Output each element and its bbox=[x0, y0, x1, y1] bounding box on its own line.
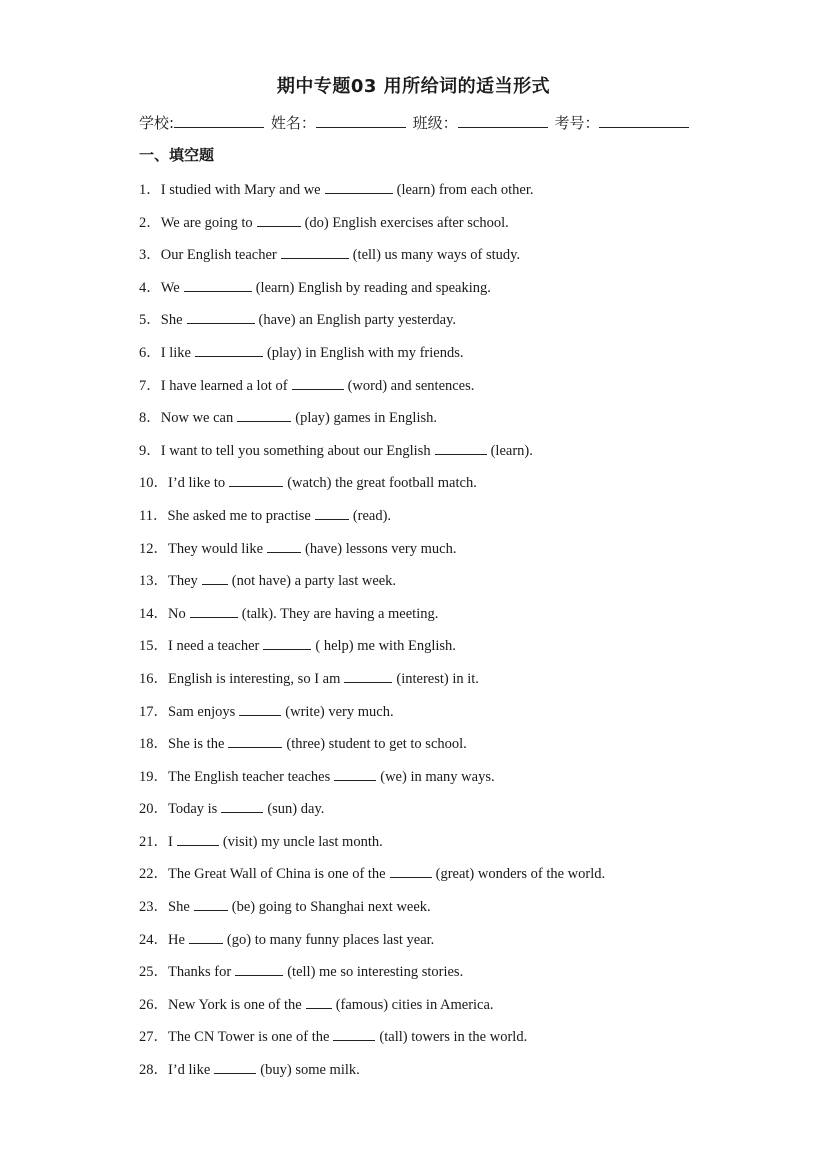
answer-blank[interactable] bbox=[190, 602, 238, 618]
question-text-before: I studied with Mary and we bbox=[160, 182, 321, 198]
question-number: 25． bbox=[139, 964, 168, 981]
question-text-before: I’d like to bbox=[168, 475, 226, 492]
question-text-before: They bbox=[168, 573, 198, 590]
question-item bbox=[139, 341, 799, 374]
question-item bbox=[139, 569, 799, 602]
question-item bbox=[139, 960, 799, 993]
question-text-after: (tell) us many ways of study. bbox=[352, 247, 521, 264]
question-text-after: (buy) some milk. bbox=[260, 1062, 360, 1079]
question-text-before: We bbox=[160, 279, 180, 296]
question-item bbox=[139, 634, 799, 667]
question-text-after: (sun) day. bbox=[267, 801, 325, 818]
question-list bbox=[139, 178, 799, 1091]
question-number: 24． bbox=[139, 931, 168, 948]
question-number: 18． bbox=[139, 736, 168, 753]
question-number: 22． bbox=[139, 866, 168, 883]
name-label: 姓名： bbox=[270, 114, 316, 132]
question-item bbox=[139, 830, 799, 863]
question-text-before: New York is one of the bbox=[168, 996, 302, 1013]
question-number: 23． bbox=[139, 899, 168, 916]
question-text-after: (not have) a party last week. bbox=[231, 573, 397, 590]
question-text-after: (we) in many ways. bbox=[380, 768, 495, 785]
question-item bbox=[139, 504, 799, 537]
answer-blank[interactable] bbox=[184, 276, 252, 292]
question-text-after: ( help) me with English. bbox=[315, 638, 456, 655]
answer-blank[interactable] bbox=[390, 862, 432, 878]
question-number: 10． bbox=[139, 475, 168, 492]
question-number: 28． bbox=[139, 1062, 168, 1079]
question-text-before: I’d like bbox=[168, 1062, 211, 1079]
answer-blank[interactable] bbox=[187, 308, 255, 324]
question-item bbox=[139, 928, 799, 961]
section-heading: 一、填空题 bbox=[139, 146, 215, 164]
question-item bbox=[139, 602, 799, 635]
question-text-after: (write) very much. bbox=[285, 703, 394, 720]
question-text-before: No bbox=[168, 605, 186, 622]
question-text-after: (visit) my uncle last month. bbox=[222, 833, 383, 850]
question-text-after: (do) English exercises after school. bbox=[304, 214, 509, 231]
question-item bbox=[139, 308, 799, 341]
answer-blank[interactable] bbox=[235, 960, 283, 976]
question-item bbox=[139, 797, 799, 830]
school-field[interactable] bbox=[174, 113, 264, 128]
answer-blank[interactable] bbox=[267, 537, 301, 553]
question-item bbox=[139, 732, 799, 765]
question-text-before: The English teacher teaches bbox=[168, 768, 331, 785]
question-text-after: (play) in English with my friends. bbox=[266, 344, 464, 361]
question-item bbox=[139, 243, 799, 276]
question-text-before: English is interesting, so I am bbox=[168, 670, 341, 687]
question-text-after: (learn) English by reading and speaking. bbox=[255, 279, 491, 296]
question-text-after: (word) and sentences. bbox=[347, 377, 475, 394]
question-number: 26． bbox=[139, 996, 168, 1013]
question-text-after: (have) lessons very much. bbox=[305, 540, 457, 557]
answer-blank[interactable] bbox=[189, 928, 223, 944]
question-text-before: I bbox=[168, 833, 173, 850]
answer-blank[interactable] bbox=[177, 830, 219, 846]
exam-number-field[interactable] bbox=[599, 113, 689, 128]
question-number: 1． bbox=[139, 182, 161, 198]
question-item bbox=[139, 993, 799, 1026]
question-text-after: (tell) me so interesting stories. bbox=[287, 964, 464, 981]
question-number: 8． bbox=[139, 410, 161, 427]
page-title: 期中专题03 用所给词的适当形式 bbox=[276, 76, 551, 97]
question-number: 16． bbox=[139, 670, 168, 687]
question-text-before: The CN Tower is one of the bbox=[168, 1029, 330, 1046]
student-info-row bbox=[139, 112, 691, 133]
answer-blank[interactable] bbox=[194, 895, 228, 911]
question-item bbox=[139, 862, 799, 895]
question-number: 21． bbox=[139, 833, 168, 850]
question-text-before: Our English teacher bbox=[160, 247, 277, 264]
question-text-after: (go) to many funny places last year. bbox=[226, 931, 435, 948]
question-item bbox=[139, 471, 799, 504]
question-text-before: Thanks for bbox=[168, 964, 232, 981]
question-text-before: I have learned a lot of bbox=[160, 377, 288, 394]
answer-blank[interactable] bbox=[214, 1058, 256, 1074]
question-text-after: (learn). bbox=[490, 442, 533, 459]
question-item bbox=[139, 1025, 799, 1058]
answer-blank[interactable] bbox=[229, 471, 283, 487]
question-item bbox=[139, 211, 799, 244]
answer-blank[interactable] bbox=[237, 406, 291, 422]
question-text-before: Now we can bbox=[160, 410, 234, 427]
answer-blank[interactable] bbox=[221, 797, 263, 813]
question-number: 2． bbox=[139, 214, 161, 231]
question-number: 14． bbox=[139, 605, 168, 622]
answer-blank[interactable] bbox=[239, 700, 281, 716]
question-text-after: (great) wonders of the world. bbox=[435, 866, 606, 883]
answer-blank[interactable] bbox=[281, 243, 349, 259]
question-text-before: They would like bbox=[168, 540, 264, 557]
question-text-after: (play) games in English. bbox=[295, 410, 437, 427]
question-text-before: I like bbox=[160, 344, 191, 361]
question-text-after: (have) an English party yesterday. bbox=[258, 312, 457, 329]
question-text-after: (interest) in it. bbox=[396, 670, 479, 687]
question-number: 6． bbox=[139, 344, 161, 361]
question-item bbox=[139, 276, 799, 309]
question-number: 17． bbox=[139, 703, 168, 720]
answer-blank[interactable] bbox=[306, 993, 332, 1009]
answer-blank[interactable] bbox=[228, 732, 282, 748]
question-number: 11． bbox=[139, 507, 168, 524]
question-number: 3． bbox=[139, 247, 161, 264]
question-item bbox=[139, 406, 799, 439]
question-text-after: (talk). They are having a meeting. bbox=[241, 605, 439, 622]
answer-blank[interactable] bbox=[325, 178, 393, 194]
question-item bbox=[139, 1058, 799, 1091]
question-text-before: I need a teacher bbox=[168, 638, 260, 655]
question-item bbox=[139, 765, 799, 798]
question-item bbox=[139, 537, 799, 570]
question-item bbox=[139, 700, 799, 733]
question-text-before: She bbox=[160, 312, 183, 329]
question-text-after: (watch) the great football match. bbox=[287, 475, 477, 492]
question-text-before: Today is bbox=[168, 801, 218, 818]
answer-blank[interactable] bbox=[344, 667, 392, 683]
school-label: 学校: bbox=[139, 114, 175, 132]
question-text-after: (famous) cities in America. bbox=[335, 996, 494, 1013]
question-text-before: The Great Wall of China is one of the bbox=[168, 866, 386, 883]
question-number: 9． bbox=[139, 442, 161, 459]
answer-blank[interactable] bbox=[263, 634, 311, 650]
answer-blank[interactable] bbox=[333, 1025, 375, 1041]
question-number: 20． bbox=[139, 801, 168, 818]
answer-blank[interactable] bbox=[292, 374, 344, 390]
question-item bbox=[139, 374, 799, 407]
question-item bbox=[139, 895, 799, 928]
name-field[interactable] bbox=[316, 113, 406, 128]
question-text-before: I want to tell you something about our English bbox=[160, 442, 431, 459]
question-number: 19． bbox=[139, 768, 168, 785]
question-number: 12． bbox=[139, 540, 168, 557]
answer-blank[interactable] bbox=[257, 211, 301, 227]
question-item bbox=[139, 178, 799, 211]
answer-blank[interactable] bbox=[195, 341, 263, 357]
question-text-after: (tall) towers in the world. bbox=[379, 1029, 528, 1046]
question-text-before: She is the bbox=[168, 736, 225, 753]
question-item bbox=[139, 667, 799, 700]
question-text-after: (learn) from each other. bbox=[396, 182, 534, 198]
question-number: 27． bbox=[139, 1029, 168, 1046]
answer-blank[interactable] bbox=[202, 569, 228, 585]
exam-number-label: 考号： bbox=[554, 114, 600, 132]
answer-blank[interactable] bbox=[334, 765, 376, 781]
question-text-before: She bbox=[168, 899, 190, 916]
question-number: 7． bbox=[139, 377, 161, 394]
answer-blank[interactable] bbox=[435, 439, 487, 455]
class-field[interactable] bbox=[458, 113, 548, 128]
question-text-after: (be) going to Shanghai next week. bbox=[231, 899, 431, 916]
question-number: 5． bbox=[139, 312, 161, 329]
question-number: 15． bbox=[139, 638, 168, 655]
question-number: 13． bbox=[139, 573, 168, 590]
question-text-before: Sam enjoys bbox=[168, 703, 236, 720]
question-text-before: He bbox=[168, 931, 185, 948]
question-item bbox=[139, 439, 799, 472]
question-text-after: (three) student to get to school. bbox=[286, 736, 467, 753]
class-label: 班级： bbox=[412, 114, 458, 132]
answer-blank[interactable] bbox=[315, 504, 349, 520]
question-text-before: We are going to bbox=[160, 214, 253, 231]
question-text-before: She asked me to practise bbox=[167, 507, 311, 524]
question-number: 4． bbox=[139, 279, 161, 296]
question-text-after: (read). bbox=[352, 507, 392, 524]
